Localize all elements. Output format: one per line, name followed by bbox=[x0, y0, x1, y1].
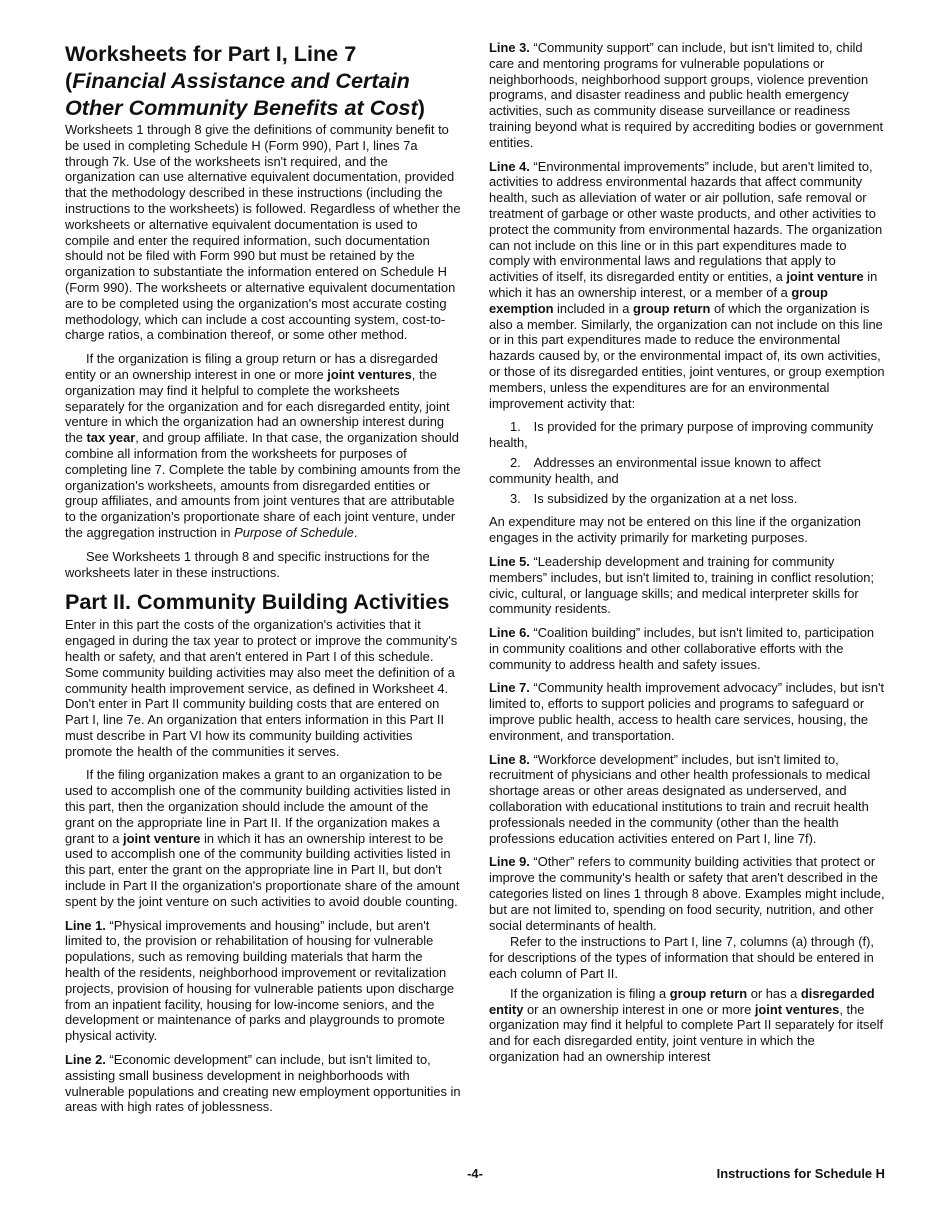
group-return-paragraph: If the organization is filing a group return or has a disregarded entity or an ownership interest in one or more joint ventures, the organization may find it helpful to complete Part II separately for itself and for each disregarded entity, joint venture in which the organization had an ownership interest bbox=[489, 985, 884, 1065]
ref-purpose-of-schedule: Purpose of Schedule bbox=[234, 524, 354, 540]
refer-paragraph: Refer to the instructions to Part I, line 7, columns (a) through (f), for descriptions of the types of information that should be entered in each column of Part II. bbox=[489, 934, 874, 982]
heading-paren-open: ( bbox=[65, 68, 73, 93]
line4-label: Line 4. bbox=[489, 158, 530, 174]
worksheets-paragraph-1: Worksheets 1 through 8 give the definitions of community benefit to be used in completing Schedule H (Form 990), Part I, lines 7a through 7k. Use of the worksheets isn't required, and the organization can use alternative equivalent documentation, provided that the methodology described in these instructions (including the instructions to the worksheets) is followed. Regardless of whether the worksheets or alternative equivalent documentation is used to compile and enter the required information, such documentation should not be filed with Form 990 but must be retained by the organization to substantiate the information entered on Schedule H (Form 990). The worksheets or alternative equivalent documentation are to be completed using the organization's most accurate costing methodology, which can include a cost accounting system, cost-to-charge ratios, a combination thereof, or some other method. bbox=[65, 122, 461, 343]
term-joint-ventures: joint ventures bbox=[327, 366, 412, 382]
line5-label: Line 5. bbox=[489, 553, 530, 569]
worksheets-paragraph-2: If the organization is filing a group return or has a disregarded entity or an ownership interest in one or more joint ventures, the organization may find it helpful to complete the worksheets separately for the organization and for each disregarded entity, joint venture in which the organization had an ownership interest during the tax year, and group affiliate. In that case, the organization should combine all information from the worksheets for purposes of completing line 7. Complete the table by combining amounts from the organization's worksheets, amounts from disregarded entities or group affiliates, and amounts from joint ventures that are attributable to the organization's proportionate share of each joint venture, under the aggregation instruction in Purpose of Schedule. bbox=[65, 351, 461, 540]
right-column bbox=[489, 40, 886, 1073]
worksheets-heading-italic: Financial Assistance and Certain Other Community Benefits at Cost bbox=[65, 68, 418, 120]
term-group-return: group return bbox=[669, 985, 748, 1001]
document-title: Instructions for Schedule H bbox=[716, 1166, 885, 1181]
term-disregarded-entity: disregarded entity bbox=[489, 985, 875, 1017]
line4-after-paragraph: An expenditure may not be entered on this line if the organization engages in the activity primarily for marketing purposes. bbox=[489, 514, 861, 546]
line7-label: Line 7. bbox=[489, 680, 530, 696]
worksheets-heading-line1: Worksheets for Part I, Line 7 bbox=[65, 41, 357, 66]
line4-list-item: 3. Is subsidized by the organization at a net loss. bbox=[510, 490, 798, 506]
line8-paragraph: Line 8. “Workforce development” includes, but isn't limited to, recruitment of physicians and other health professionals to medical shortage areas or other areas designated as underserved, and collaboration with educational institutions to train and recruit health professionals needed in the community (other than the health professions education activities entered on Part I, line 7f). bbox=[489, 751, 871, 846]
term-joint-venture: joint venture bbox=[123, 830, 201, 846]
worksheets-paragraph-3: See Worksheets 1 through 8 and specific instructions for the worksheets later in these instructions. bbox=[65, 548, 430, 580]
heading-paren-close: ) bbox=[417, 95, 425, 120]
line6-paragraph: Line 6. “Coalition building” includes, but isn't limited to, participation in community coalitions and other collaborative efforts with the community to address health and safety issues. bbox=[489, 625, 875, 672]
part2-heading: Part II. Community Building Activities bbox=[65, 589, 450, 615]
line4-list-item: 2. Addresses an environmental issue known to affect community health, and bbox=[489, 454, 821, 486]
line3-label: Line 3. bbox=[489, 40, 530, 55]
part2-paragraph-1: Enter in this part the costs of the organization's activities that it engaged in during the tax year to protect or improve the community's health or safety, and that aren't entered in Part I of this schedule. Some community building activities may also meet the definition of a community health improvement service, as defined in Worksheet 4. Don't enter in Part II community building costs that are entered on Part I, line 7e. An organization that enters information in this Part II must describe in Part VI how its community building activities promote the health of the communities it serves. bbox=[65, 617, 458, 759]
line2-paragraph: Line 2. “Economic development” can include, but isn't limited to, assisting small business development in neighborhoods with vulnerable populations and creating new employment opportunities in areas with high rates of joblessness. bbox=[65, 1052, 461, 1115]
part2-paragraph-2: If the filing organization makes a grant to an organization to be used to accomplish one of the community building activities listed in this part, then the organization should include the amount of the grant on the appropriate line in Part II. If the organization makes a grant to a joint venture in which it has an ownership interest to be used to accomplish one of the community building activities listed in this part, enter the grant on the appropriate line in Part II, but don't include in Part II the organization's proportionate share of the amount spent by the joint venture on such activities to avoid double counting. bbox=[65, 767, 460, 909]
line5-paragraph: Line 5. “Leadership development and training for community members” includes, but isn't limited to, training in conflict resolution; civic, cultural, or language skills; and medical interpreter skills for community residents. bbox=[489, 553, 875, 617]
page-number: -4- bbox=[467, 1166, 483, 1181]
term-joint-venture: joint venture bbox=[786, 269, 864, 285]
line9-paragraph: Line 9. “Other” refers to community building activities that protect or improve the community's health or safety that aren't described in the categories listed on lines 1 through 8 above. Examples might include, but are not limited to, spending on food security, nutrition, and other social determinants of health. bbox=[489, 854, 885, 933]
line1-paragraph: Line 1. “Physical improvements and housing” include, but aren't limited to, the provision or rehabilitation of housing for vulnerable populations, such as removing building materials that harm the health of the residents, neighborhood improvement or revitalization projects, provision of housing for vulnerable patients upon discharge from an inpatient facility, housing for low-income seniors, and the development or maintenance of parks and playgrounds to promote physical activity. bbox=[65, 917, 455, 1044]
line3-paragraph: Line 3. “Community support” can include, but isn't limited to, child care and mentoring programs for vulnerable populations or neighborhoods, neighborhood support groups, violence prevention programs, and disaster readiness and public health emergency activities, such as community disease surveillance or readiness training beyond what is required by accrediting bodies or government entities. bbox=[489, 40, 884, 150]
line1-label: Line 1. bbox=[65, 917, 106, 933]
line2-label: Line 2. bbox=[65, 1052, 106, 1068]
worksheets-heading bbox=[65, 40, 461, 121]
line4-paragraph: Line 4. “Environmental improvements” include, but aren't limited to, activities to address environmental hazards that affect community health, such as alleviation of water or air pollution, safe removal or treatment of garbage or other waste products, and other activities to protect the community from environmental hazards. The organization can not include on this line or in this part expenditures made to comply with environmental laws and regulations that apply to activities of itself, its disregarded entity or entities, a joint venture in which it has an ownership interest, or a member of a group exemption included in a group return of which the organization is also a member. Similarly, the organization can not include on this line or in this part expenditures made to reduce the environmental hazards caused by, or the environmental impact of, its own activities, or those of its disregarded entities, joint ventures, or group exemption members, unless the expenditures are for an environmental improvement activity that: bbox=[489, 158, 885, 411]
term-tax-year: tax year bbox=[86, 430, 136, 446]
left-column bbox=[65, 40, 461, 1123]
term-joint-ventures: joint ventures bbox=[754, 1001, 840, 1017]
line9-label: Line 9. bbox=[489, 854, 530, 870]
line6-label: Line 6. bbox=[489, 625, 530, 641]
line4-list-item: 1. Is provided for the primary purpose of improving community health, bbox=[489, 419, 874, 451]
line8-label: Line 8. bbox=[489, 751, 530, 767]
term-group-return: group return bbox=[633, 300, 711, 316]
line7-paragraph: Line 7. “Community health improvement advocacy” includes, but isn't limited to, efforts to support policies and programs to safeguard or improve public health, access to health care services, housing, the environment, and transportation. bbox=[489, 680, 885, 743]
term-group-exemption: group exemption bbox=[489, 284, 828, 316]
